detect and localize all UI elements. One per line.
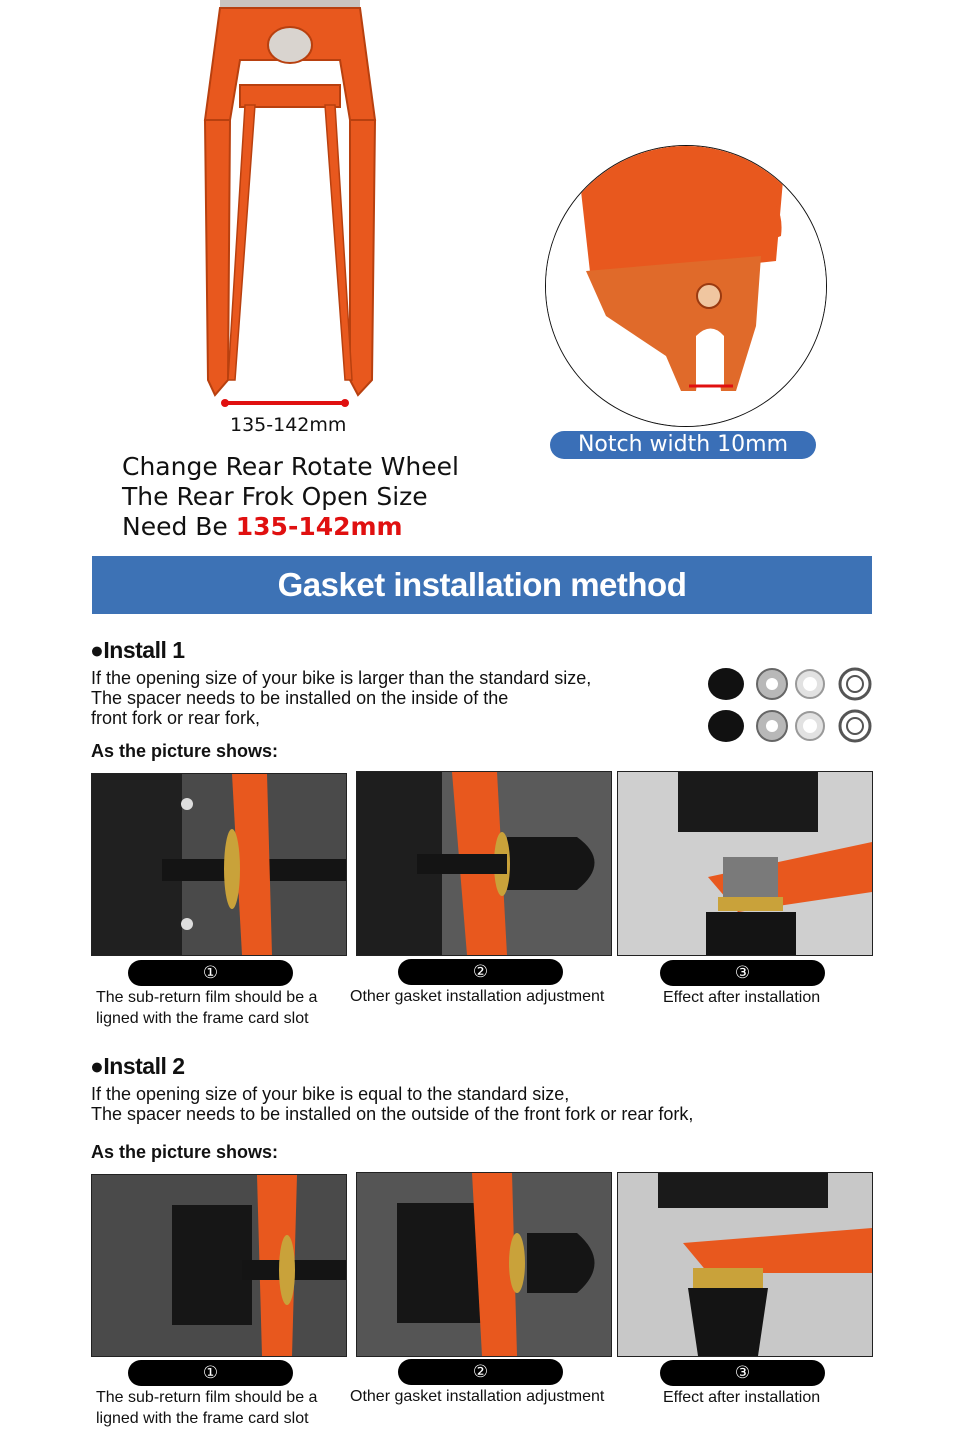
install-1-photo-3 xyxy=(617,771,873,956)
install-2-photo-1 xyxy=(91,1174,347,1357)
fork-note-prefix: Need Be xyxy=(122,512,236,541)
gasket-parts-image xyxy=(700,662,880,746)
install-2-step-2-caption: Other gasket installation adjustment xyxy=(350,1388,605,1405)
install-2-step-1-caption-line-1: The sub-return film should be a xyxy=(96,1389,318,1406)
fork-measure-label: 135-142mm xyxy=(230,414,347,436)
install-1-step-3-caption: Effect after installation xyxy=(663,989,821,1006)
install-1-title: ●Install 1 xyxy=(90,637,185,663)
install-1-step-1-caption-line-1: The sub-return film should be a xyxy=(96,989,318,1006)
install-2-step-1-badge: ① xyxy=(128,1360,293,1386)
install-2-photo-3 xyxy=(617,1172,873,1357)
install-2-step-2-badge: ② xyxy=(398,1359,563,1385)
install-2-line-1: If the opening size of your bike is equal to the standard size, xyxy=(91,1084,570,1104)
install-2-step-1-caption-line-2: ligned with the frame card slot xyxy=(96,1410,309,1427)
section-banner xyxy=(92,556,872,614)
fork-note-line-3 xyxy=(122,512,459,542)
install-1-step-2-caption: Other gasket installation adjustment xyxy=(350,988,605,1005)
install-2-step-3-badge: ③ xyxy=(660,1360,825,1386)
banner-title: Gasket installation method xyxy=(277,566,687,603)
install-1-step-1-caption-line-2: ligned with the frame card slot xyxy=(96,1010,309,1027)
install-1-photo-1 xyxy=(91,773,347,956)
install-2-shows-label: As the picture shows: xyxy=(91,1142,279,1162)
install-1-step-1-caption xyxy=(96,987,317,1029)
install-2-title: ●Install 2 xyxy=(90,1053,185,1079)
notch-width-badge: Notch width 10mm xyxy=(550,431,816,459)
fork-note-line-2: The Rear Frok Open Size xyxy=(122,482,428,511)
install-1-line-2: The spacer needs to be installed on the inside of the xyxy=(91,688,509,708)
install-1-line-1: If the opening size of your bike is larger than the standard size, xyxy=(91,668,592,688)
dropout-zoom-image xyxy=(545,145,827,427)
install-2-line-2: The spacer needs to be installed on the outside of the front fork or rear fork, xyxy=(91,1104,694,1124)
install-2-description xyxy=(91,1084,891,1124)
fork-note-line-1: Change Rear Rotate Wheel xyxy=(122,452,459,481)
rear-fork-image xyxy=(190,0,390,420)
install-1-step-2-badge: ② xyxy=(398,959,563,985)
install-1-photo-2 xyxy=(356,771,612,956)
fork-size-note xyxy=(122,452,459,542)
install-2-photo-2 xyxy=(356,1172,612,1357)
install-1-description xyxy=(91,668,691,728)
install-1-line-3: front fork or rear fork, xyxy=(91,708,261,728)
install-1-step-3-badge: ③ xyxy=(660,960,825,986)
install-2-step-3-caption: Effect after installation xyxy=(663,1389,821,1406)
install-2-step-1-caption xyxy=(96,1387,317,1429)
fork-note-value: 135-142mm xyxy=(235,512,403,541)
install-1-step-1-badge: ① xyxy=(128,960,293,986)
install-1-shows-label: As the picture shows: xyxy=(91,741,279,761)
